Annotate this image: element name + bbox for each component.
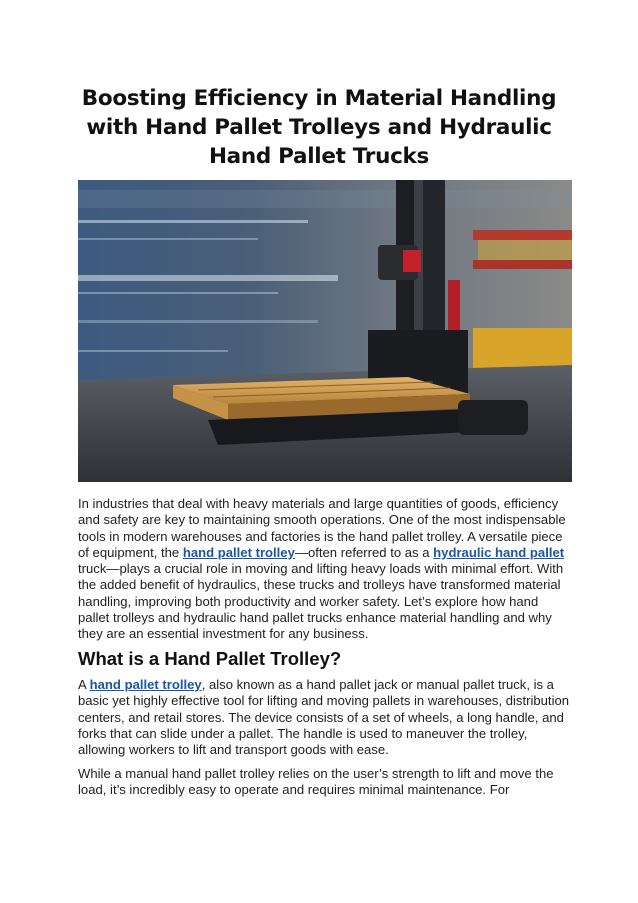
section-text-rest: , also known as a hand pallet jack or manual pallet truck, is a basic yet highly effective tool for lifting and moving pallets in warehouses, distribution centers, and retail stores. The device consists of a set of wheels, a long handle, and forks that can slide under a pallet. The handle is used to maneuver the trolley, allowing workers to lift and transport goods with ease. bbox=[78, 677, 570, 758]
section-heading: What is a Hand Pallet Trolley? bbox=[78, 648, 342, 669]
intro-text-1: In industries that deal with heavy materials and large quantities of goods, efficiency and safety are key to maintaining smooth operations. One of the most indispensable tools in modern warehouses and factories is the hand pallet trolley. A versatile piece of equipment, the bbox=[78, 496, 566, 560]
hydraulic-hand-pallet-link[interactable]: hydraulic hand pallet bbox=[433, 544, 565, 560]
section-paragraph-2: While a manual hand pallet trolley relies on the user’s strength to lift and move the load, it’s incredibly easy to operate and requires minimal maintenance. For bbox=[78, 766, 554, 798]
hand-pallet-truck-photo-icon bbox=[78, 180, 572, 482]
hand-pallet-trolley-link-2[interactable]: hand pallet trolley bbox=[89, 677, 202, 692]
hero-image bbox=[78, 180, 572, 482]
intro-text-3: truck—plays a crucial role in moving and lifting heavy loads with minimal effort. With the added benefit of hydraulics, these trucks and trolleys have transformed material handling, improving both productivity and worker safety. Let’s explore how hand pallet trolleys and hydraulic hand pallet trucks enhance material handling and why they are an essential investment for any business. bbox=[78, 561, 564, 642]
intro-paragraph bbox=[78, 496, 572, 643]
intro-text-2: —often referred to as a bbox=[294, 544, 434, 560]
hand-pallet-trolley-link[interactable]: hand pallet trolley bbox=[182, 544, 295, 560]
page-title: Boosting Efficiency in Material Handling with Hand Pallet Trolleys and Hydraulic Hand Pallet Trucks bbox=[81, 86, 557, 169]
section-paragraph-1 bbox=[78, 677, 572, 758]
section-text-lead: A bbox=[78, 677, 90, 692]
